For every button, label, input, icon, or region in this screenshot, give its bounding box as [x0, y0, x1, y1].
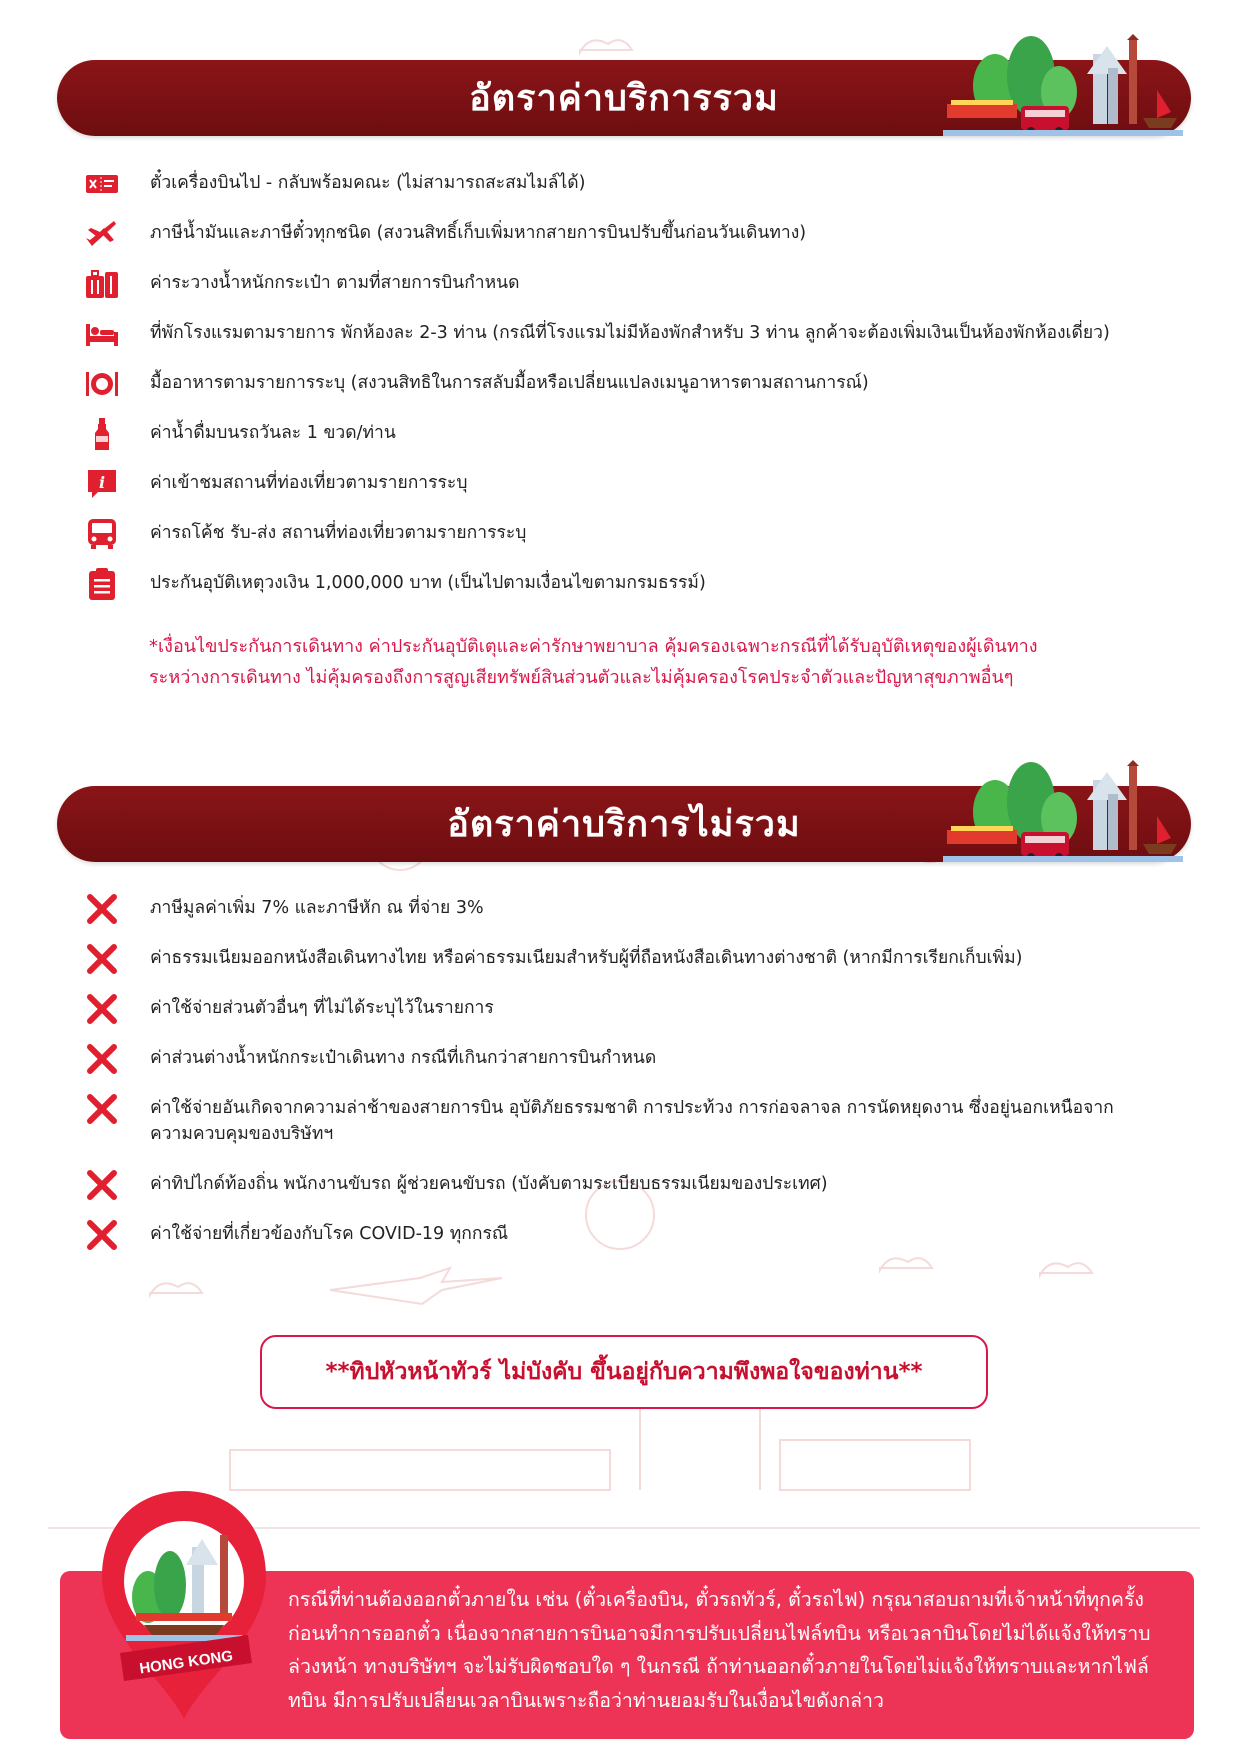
excluded-item-text: ค่าใช้จ่ายอันเกิดจากความล่าช้าของสายการบิน อุบัติภัยธรรมชาติ การประท้วง การก่อจลาจล การนัดหยุดงาน ซึ่งอยู่นอกเหนือจาก ความควบคุมของบริษัทฯ	[150, 1098, 1114, 1144]
list-item	[84, 420, 1164, 446]
tip-notice-text: **ทิปหัวหน้าทัวร์ ไม่บังคับ ขึ้นอยู่กับความพึงพอใจของท่าน**	[325, 1359, 923, 1385]
included-item-text: ประกันอุบัติเหตุวงเงิน 1,000,000 บาท (เป็นไปตามเงื่อนไขตามกรมธรรม์)	[150, 573, 706, 593]
list-item	[84, 1095, 1150, 1147]
included-item-text: ค่ารถโค้ช รับ-ส่ง สถานที่ท่องเที่ยวตามรายการระบุ	[150, 523, 527, 543]
included-banner	[57, 60, 1191, 136]
svg-text:i: i	[98, 473, 106, 492]
list-item	[84, 995, 1164, 1021]
excluded-item-text: ภาษีมูลค่าเพิ่ม 7% และภาษีหัก ณ ที่จ่าย 3%	[150, 898, 484, 918]
x-mark-icon	[84, 1093, 120, 1125]
included-item-text: ค่าเข้าชมสถานที่ท่องเที่ยวตามรายการระบุ	[150, 473, 468, 493]
hong-kong-location-pin-icon	[96, 1485, 272, 1725]
meal-icon	[84, 368, 120, 400]
clipboard-icon	[84, 568, 120, 600]
list-item	[84, 320, 1164, 346]
list-item	[84, 895, 1164, 921]
insurance-note-line-2: ระหว่างการเดินทาง ไม่คุ้มครองถึงการสูญเสียทรัพย์สินส่วนตัวและไม่คุ้มครองโรคประจำตัวและปัญหาสุขภาพอื่นๆ	[149, 667, 1014, 688]
included-item-text: ค่าระวางน้ำหนักกระเป๋า ตามที่สายการบินกำหนด	[150, 273, 520, 293]
list-item	[84, 1221, 1164, 1247]
list-item	[84, 945, 1164, 971]
airplane-icon	[84, 218, 120, 250]
x-mark-icon	[84, 993, 120, 1025]
included-item-text: มื้ออาหารตามรายการระบุ (สงวนสิทธิในการสลับมื้อหรือเปลี่ยนแปลงเมนูอาหารตามสถานการณ์)	[150, 373, 869, 393]
ticket-notice-text: กรณีที่ท่านต้องออกตั๋วภายใน เช่น (ตั๋วเครื่องบิน, ตั๋วรถทัวร์, ตั๋วรถไฟ) กรุณาสอบถามที่เจ้าหน้าที่ทุกครั้ง ก่อนทำการออกตั๋ว เนื่องจากสายการบินอาจมีการปรับเปลี่ยนไฟล์ทบิน หรือเวลาบินโดยไม่ได้แจ้งให้ทราบ ล่วงหน้า ทางบริษัทฯ จะไม่รับผิดชอบใด ๆ ในกรณี ถ้าท่านออกตั๋วภายในโดยไม่แจ้งให้ทราบและหากไฟล์ทบิน มีการปรับเปลี่ยนเวลาบินเพราะถือว่าท่านยอมรับในเงื่อนไขดังกล่าว	[288, 1588, 1151, 1712]
included-item-text: ค่าน้ำดื่มบนรถวันละ 1 ขวด/ท่าน	[150, 423, 396, 443]
excluded-item-text: ค่าทิปไกด์ท้องถิ่น พนักงานขับรถ ผู้ช่วยคนขับรถ (บังคับตามระเบียบธรรมเนียมของประเทศ)	[150, 1174, 828, 1194]
list-item	[84, 370, 1164, 396]
x-mark-icon	[84, 1043, 120, 1075]
list-item	[84, 520, 1164, 546]
list-item	[84, 170, 1164, 196]
included-item-text: ภาษีน้ำมันและภาษีตั๋วทุกชนิด (สงวนสิทธิ์เก็บเพิ่มหากสายการบินปรับขึ้นก่อนวันเดินทาง)	[150, 223, 807, 243]
hong-kong-skyline-illustration	[943, 760, 1183, 872]
bed-icon	[84, 318, 120, 350]
bus-icon	[84, 518, 120, 550]
list-item	[84, 1171, 1164, 1197]
x-mark-icon	[84, 893, 120, 925]
bottle-icon	[84, 418, 120, 450]
excluded-banner	[57, 786, 1191, 862]
excluded-title: อัตราค่าบริการไม่รวม	[447, 803, 801, 844]
list-item	[84, 570, 1164, 596]
included-item-text: ที่พักโรงแรมตามรายการ พักห้องละ 2-3 ท่าน (กรณีที่โรงแรมไม่มีห้องพักสำหรับ 3 ท่าน ลูกค้าจะต้องเพิ่มเงินเป็นห้องพักห้องเดี่ยว)	[150, 323, 1110, 343]
excluded-item-text: ค่าใช้จ่ายที่เกี่ยวข้องกับโรค COVID-19 ทุกกรณี	[150, 1224, 509, 1244]
list-item	[84, 270, 1164, 296]
list-item	[84, 1045, 1164, 1071]
x-mark-icon	[84, 1169, 120, 1201]
info-icon	[84, 468, 120, 500]
included-title: อัตราค่าบริการรวม	[469, 77, 779, 118]
list-item	[84, 220, 1164, 246]
tip-notice-box	[260, 1335, 988, 1409]
ticket-icon	[84, 168, 120, 200]
included-item-text: ตั๋วเครื่องบินไป - กลับพร้อมคณะ (ไม่สามารถสะสมไมล์ได้)	[150, 173, 586, 193]
insurance-note	[149, 631, 1149, 693]
x-mark-icon	[84, 943, 120, 975]
excluded-item-text: ค่าใช้จ่ายส่วนตัวอื่นๆ ที่ไม่ได้ระบุไว้ในรายการ	[150, 998, 494, 1018]
excluded-item-text: ค่าธรรมเนียมออกหนังสือเดินทางไทย หรือค่าธรรมเนียมสำหรับผู้ที่ถือหนังสือเดินทางต่างชาติ (หากมีการเรียกเก็บเพิ่ม)	[150, 948, 1023, 968]
insurance-note-line-1: *เงื่อนไขประกันการเดินทาง ค่าประกันอุบัติเตุและค่ารักษาพยาบาล คุ้มครองเฉพาะกรณีที่ได้รับอุบัติเหตุของผู้เดินทาง	[149, 636, 1038, 657]
hong-kong-skyline-illustration	[943, 34, 1183, 146]
excluded-item-text: ค่าส่วนต่างน้ำหนักกระเป๋าเดินทาง กรณีที่เกินกว่าสายการบินกำหนด	[150, 1048, 657, 1068]
list-item	[84, 470, 1164, 496]
hong-kong-badge-text: HONG KONG	[138, 1647, 235, 1678]
x-mark-icon	[84, 1219, 120, 1251]
excluded-list	[84, 895, 1164, 1247]
included-list	[84, 170, 1164, 608]
luggage-icon	[84, 268, 120, 300]
